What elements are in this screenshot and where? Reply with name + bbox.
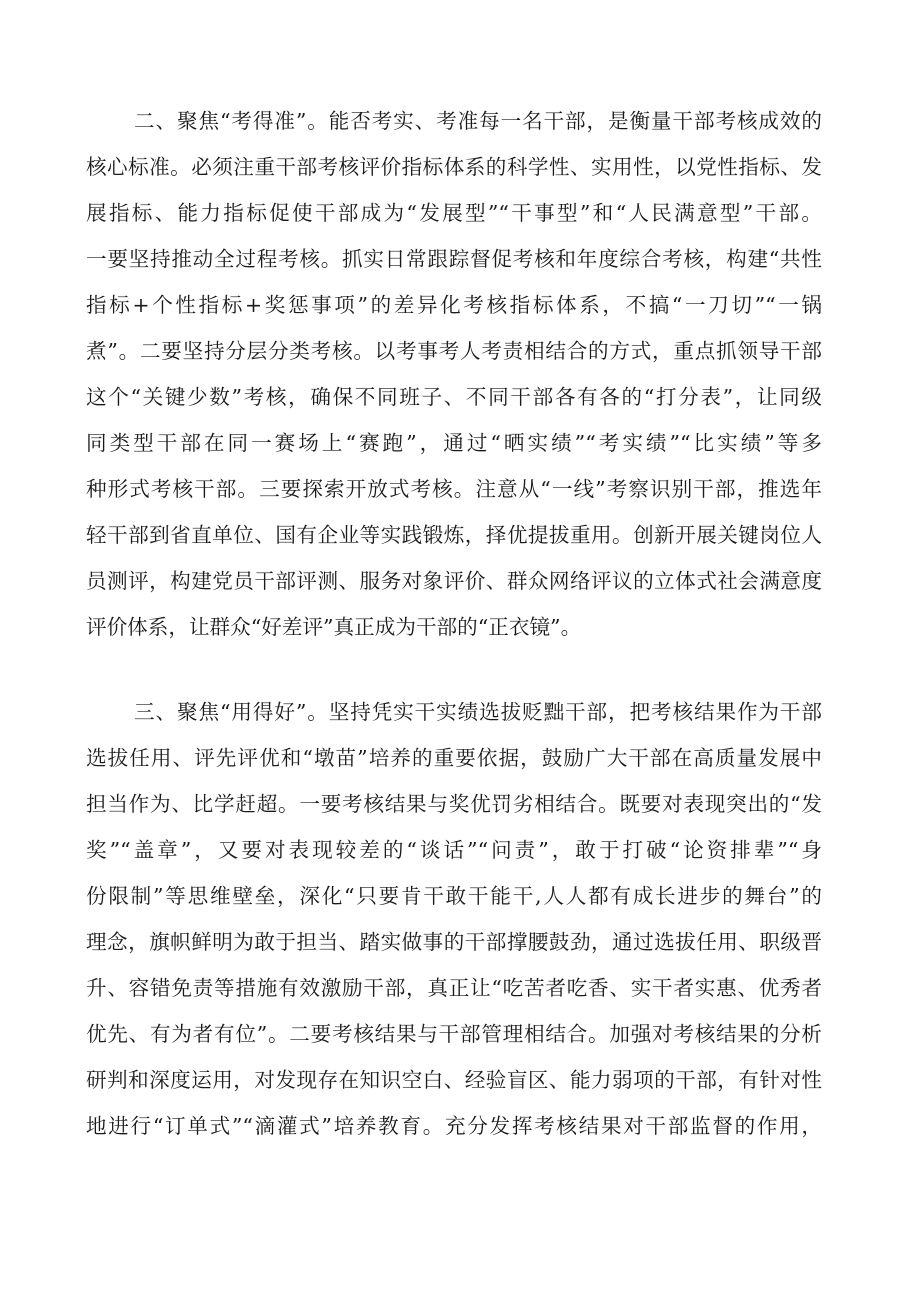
- paragraph-line: 理念，旗帜鲜明为敢于担当、踏实做事的干部撑腰鼓劲，通过选拔任用、职级晋: [86, 930, 822, 954]
- paragraph-line: 指标+个性指标+奖惩事项”的差异化考核指标体系，不搞“一刀切”“一锅: [86, 293, 822, 317]
- paragraph-line: 这个“关键少数”考核，确保不同班子、不同干部各有各的“打分表”，让同级: [86, 385, 822, 409]
- paragraph-line: 地进行“订单式”“滴灌式”培养教育。充分发挥考核结果对干部监督的作用，: [86, 1114, 822, 1138]
- paragraph-line: 种形式考核干部。三要探索开放式考核。注意从“一线”考察识别干部，推选年: [86, 477, 822, 501]
- paragraph-line: 二、聚焦“考得准”。能否考实、考准每一名干部，是衡量干部考核成效的: [134, 109, 822, 133]
- paragraph-line: 选拔任用、评先评优和“墩苗”培养的重要依据，鼓励广大干部在高质量发展中: [86, 746, 822, 770]
- paragraph-line: 奖”“盖章”，又要对表现较差的“谈话”“问责”，敢于打破“论资排辈”“身: [86, 838, 822, 862]
- paragraph-line: 升、容错免责等措施有效激励干部，真正让“吃苦者吃香、实干者实惠、优秀者: [86, 976, 822, 1000]
- paragraph-line: 轻干部到省直单位、国有企业等实践锻炼，择优提拔重用。创新开展关键岗位人: [86, 523, 822, 547]
- paragraph-line: 同类型干部在同一赛场上“赛跑”，通过“晒实绩”“考实绩”“比实绩”等多: [86, 431, 822, 455]
- paragraph-line: 担当作为、比学赶超。一要考核结果与奖优罚劣相结合。既要对表现突出的“发: [86, 792, 822, 816]
- paragraph-line: 三、聚焦“用得好”。坚持凭实干实绩选拔贬黜干部，把考核结果作为干部: [134, 700, 822, 724]
- paragraph-line: 核心标准。必须注重干部考核评价指标体系的科学性、实用性，以党性指标、发: [86, 155, 822, 179]
- paragraph-line: 员测评，构建党员干部评测、服务对象评价、群众网络评议的立体式社会满意度: [86, 569, 822, 593]
- paragraph-line: 研判和深度运用，对发现存在知识空白、经验盲区、能力弱项的干部，有针对性: [86, 1068, 822, 1092]
- paragraph-line: 优先、有为者有位”。二要考核结果与干部管理相结合。加强对考核结果的分析: [86, 1022, 822, 1046]
- paragraph-line: 份限制”等思维壁垒，深化“只要肯干敢干能干,人人都有成长进步的舞台”的: [86, 884, 822, 908]
- paragraph-line: 展指标、能力指标促使干部成为“发展型”“干事型”和“人民满意型”干部。: [86, 201, 822, 225]
- paragraph-line: 一要坚持推动全过程考核。抓实日常跟踪督促考核和年度综合考核，构建“共性: [86, 247, 822, 271]
- paragraph-line: 煮”。二要坚持分层分类考核。以考事考人考责相结合的方式，重点抓领导干部: [86, 339, 822, 363]
- paragraph-line: 评价体系，让群众“好差评”真正成为干部的“正衣镜”。: [86, 615, 582, 639]
